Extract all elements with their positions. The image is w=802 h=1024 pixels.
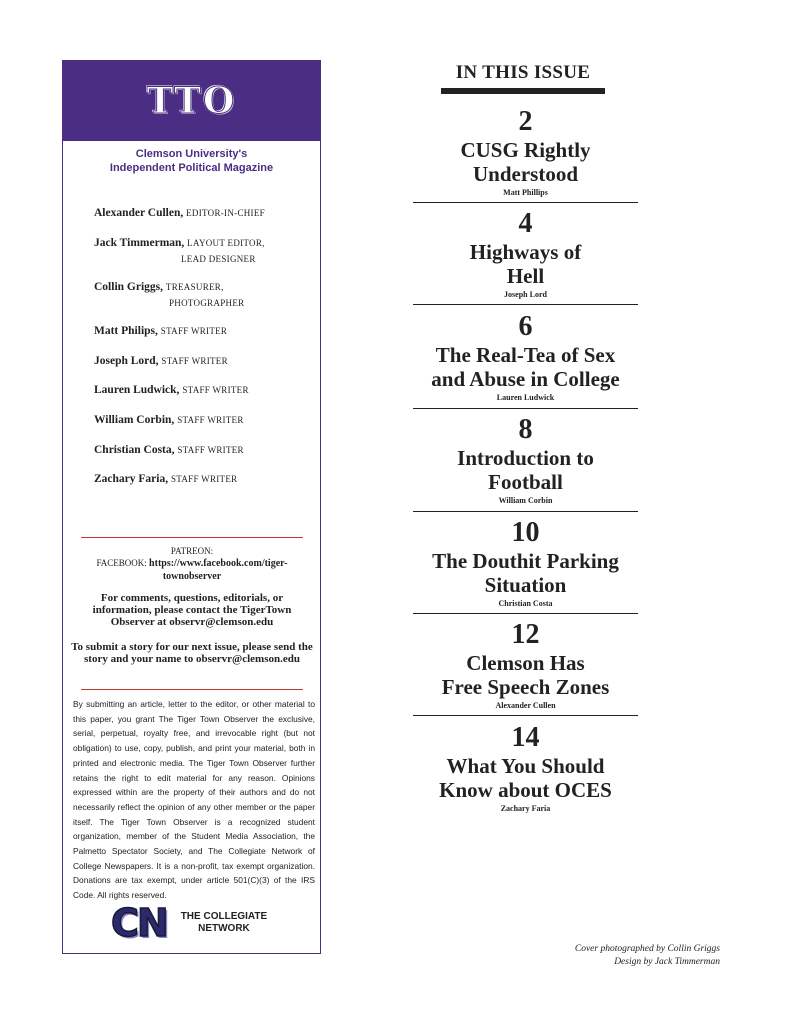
staff-item <box>94 355 228 367</box>
toc-entry[interactable] <box>413 416 638 507</box>
cover-credit: Cover photographed by Collin Griggs <box>574 944 720 954</box>
staff-name: Alexander Cullen, <box>94 207 184 219</box>
toc-title <box>413 343 638 391</box>
toc-title-line: The Real-Tea of Sex <box>435 343 616 367</box>
masthead-sidebar <box>62 60 321 954</box>
staff-role: TREASURER, <box>165 282 224 292</box>
staff-name: Christian Costa, <box>94 444 175 456</box>
page-credits <box>575 943 720 969</box>
toc-title-line: Understood <box>472 162 578 186</box>
design-credit: Design by Jack Timmerman <box>614 957 720 967</box>
staff-role: STAFF WRITER <box>182 385 249 395</box>
toc-entry[interactable] <box>413 210 638 301</box>
staff-role-secondary: PHOTOGRAPHER <box>169 298 245 308</box>
tto-logo-text: TTO <box>141 80 243 122</box>
toc-title-line: Hell <box>506 264 545 288</box>
staff-name: Jack Timmerman, <box>94 237 185 249</box>
toc-title <box>413 754 638 802</box>
tto-logo <box>130 77 254 125</box>
toc-title <box>413 446 638 494</box>
submission-info: To submit a story for our next issue, please send the story and your name to observr@clemson.edu <box>71 641 313 665</box>
toc-page-number: 14 <box>511 722 540 753</box>
staff-name: Joseph Lord, <box>94 355 159 367</box>
staff-item <box>94 207 265 219</box>
social-links <box>73 545 311 583</box>
subtitle-line-2: Independent Political Magazine <box>109 162 274 174</box>
staff-name: Matt Philips, <box>94 325 158 337</box>
staff-name: William Corbin, <box>94 414 175 426</box>
toc-author: Matt Phillips <box>503 188 548 197</box>
masthead-banner <box>63 61 320 141</box>
toc-title-line: and Abuse in College <box>431 367 620 391</box>
staff-name: Lauren Ludwick, <box>94 384 180 396</box>
staff-role: STAFF WRITER <box>177 445 244 455</box>
toc-divider <box>413 715 638 716</box>
staff-role: STAFF WRITER <box>177 415 244 425</box>
cn-logo: CN <box>111 901 167 945</box>
toc-entry[interactable] <box>413 621 638 712</box>
magazine-subtitle <box>63 147 320 175</box>
toc-author: William Corbin <box>498 496 553 505</box>
toc-title <box>413 549 638 597</box>
toc-page-number: 6 <box>518 311 533 342</box>
toc-title-line: Situation <box>484 573 567 597</box>
toc-title-line: Highways of <box>469 240 582 264</box>
staff-role: LAYOUT EDITOR, <box>187 238 265 248</box>
toc-entry[interactable] <box>413 108 638 199</box>
patreon-label: PATREON: <box>170 546 214 556</box>
staff-item <box>94 384 249 396</box>
toc-page-number: 10 <box>511 517 540 548</box>
contents-heading: IN THIS ISSUE <box>455 62 591 83</box>
toc-entry[interactable] <box>413 313 638 404</box>
subtitle-line-1: Clemson University's <box>135 148 248 160</box>
toc-page-number: 12 <box>511 619 540 650</box>
collegiate-network-badge <box>111 901 267 945</box>
toc-page-number: 4 <box>518 208 533 239</box>
staff-item <box>94 444 244 456</box>
toc-page-number: 8 <box>518 414 533 445</box>
cn-label-line-2: NETWORK <box>198 923 250 934</box>
toc-title-line: Introduction to <box>457 446 594 470</box>
staff-name: Collin Griggs, <box>94 281 164 293</box>
cn-label-line-1: THE COLLEGIATE <box>180 911 268 922</box>
toc-divider <box>413 202 638 203</box>
toc-title-line: Free Speech Zones <box>441 675 610 699</box>
toc-divider <box>413 304 638 305</box>
toc-title-line: Clemson Has <box>466 651 585 675</box>
toc-author: Alexander Cullen <box>495 701 556 710</box>
legal-notice: By submitting an article, letter to the editor, or other material to this paper, you grant The Tiger Town Observer the exclusive, serial, perpetual, royalty free, and irrevocable right (but not obligation) to use, copy, publish, and print your material, both in printed and electronic media. The Tiger Town Observer further retains the right to edit material for any reason. Opinions expressed within are the property of their authors and do not necessarily reflect the opinion of any other member or the paper itself. The Tiger Town Observer is a recognized student organization, member of the Student Media Association, the Palmetto Spectator Society, and The Collegiate Network of College Newspapers. It is a non-profit, tax exempt organization. Donations are tax exempt, under article 501(C)(3) of the IRS Code. All rights reserved. <box>73 699 315 901</box>
toc-title <box>413 240 638 288</box>
section-divider <box>81 537 303 538</box>
toc-title-line: CUSG Rightly <box>460 138 591 162</box>
staff-item <box>94 281 224 293</box>
toc-divider <box>413 613 638 614</box>
toc-author: Zachary Faria <box>500 804 551 813</box>
toc-divider <box>413 408 638 409</box>
staff-item <box>94 325 227 337</box>
toc-author: Christian Costa <box>498 599 553 608</box>
toc-title-line: What You Should <box>446 754 605 778</box>
toc-page-number: 2 <box>518 106 533 137</box>
staff-role: STAFF WRITER <box>161 356 228 366</box>
toc-divider <box>413 511 638 512</box>
staff-item <box>94 473 237 485</box>
cn-label <box>181 911 267 935</box>
staff-role-secondary: LEAD DESIGNER <box>181 254 256 264</box>
toc-author: Lauren Ludwick <box>496 393 555 402</box>
toc-title-line: The Douthit Parking <box>432 549 619 573</box>
staff-role: EDITOR-IN-CHIEF <box>186 208 265 218</box>
toc-title-line: Know about OCES <box>439 778 612 802</box>
contact-info: For comments, questions, editorials, or information, please contact the TigerTown Observer at observr@clemson.edu <box>92 592 292 628</box>
staff-item <box>94 237 265 249</box>
facebook-link[interactable]: https://www.facebook.com/tiger-townobserver <box>149 558 288 582</box>
facebook-label: FACEBOOK: <box>96 558 147 568</box>
section-divider <box>81 689 303 690</box>
staff-role: STAFF WRITER <box>170 474 238 484</box>
staff-item <box>94 414 244 426</box>
staff-role: STAFF WRITER <box>160 326 228 336</box>
facebook-line <box>73 557 311 583</box>
toc-author: Joseph Lord <box>504 290 547 299</box>
contents-heading-underline <box>441 88 605 94</box>
toc-title-line: Football <box>488 470 563 494</box>
toc-title <box>413 138 638 186</box>
staff-name: Zachary Faria, <box>94 473 169 485</box>
toc-entry[interactable] <box>413 519 638 610</box>
toc-entry[interactable] <box>413 724 638 815</box>
toc-title <box>413 651 638 699</box>
